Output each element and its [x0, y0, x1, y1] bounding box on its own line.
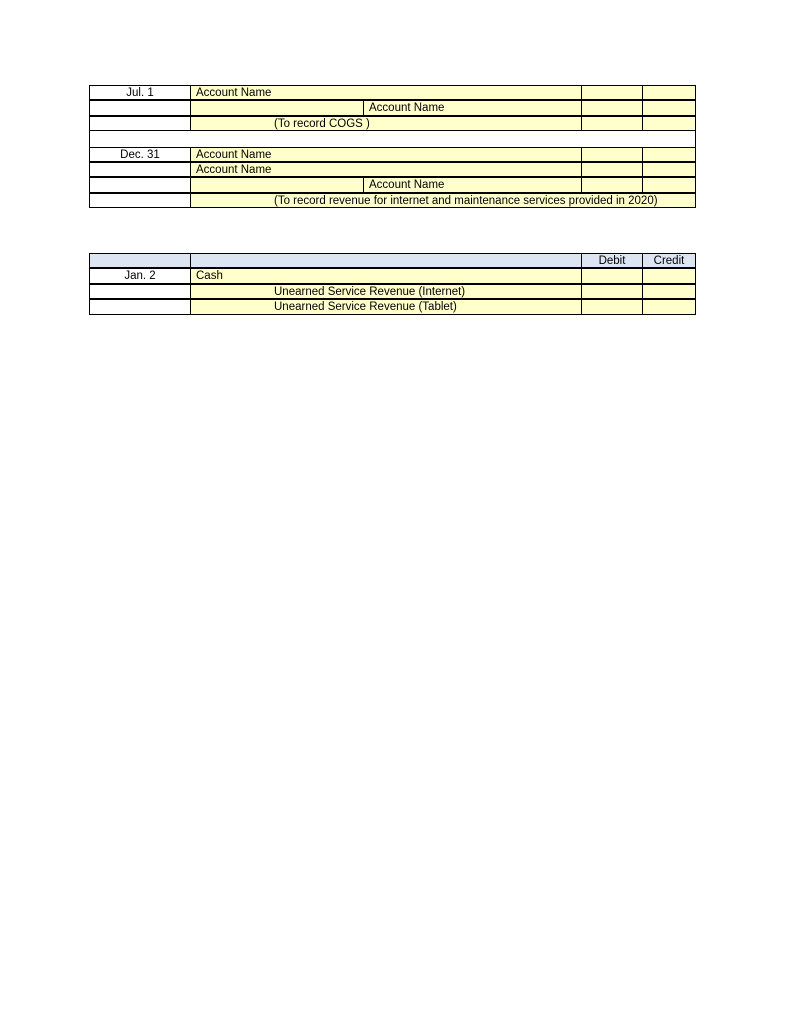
entry-date: Jan. 2	[89, 268, 191, 283]
entry-date	[89, 116, 191, 131]
memo-cell	[190, 116, 582, 131]
journal-row	[89, 147, 696, 162]
debit-amount-input[interactable]	[581, 177, 643, 192]
entry-date	[89, 100, 191, 115]
journal-row	[89, 100, 696, 115]
entry-date: Dec. 31	[89, 147, 191, 162]
header-debit: Debit	[581, 253, 643, 268]
journal-row	[89, 162, 696, 177]
journal-table-2	[89, 253, 696, 315]
credit-amount-input[interactable]	[642, 100, 696, 115]
debit-amount-input[interactable]	[581, 85, 643, 100]
account-name-input[interactable]: Account Name	[190, 85, 582, 100]
account-name-input[interactable]	[190, 299, 582, 314]
debit-amount-input[interactable]	[581, 162, 643, 177]
debit-amount-input[interactable]	[581, 100, 643, 115]
account-name-input[interactable]: Cash	[190, 268, 582, 283]
credit-amount-input[interactable]	[642, 85, 696, 100]
account-name-input[interactable]: Account Name	[363, 178, 582, 191]
credit-amount-input[interactable]	[642, 299, 696, 314]
credit-amount-input[interactable]	[642, 162, 696, 177]
account-name-input[interactable]: Account Name	[190, 147, 582, 162]
credit-amount-input[interactable]	[642, 177, 696, 192]
entry-date: Jul. 1	[89, 85, 191, 100]
entry-memo: (To record COGS )	[274, 117, 370, 130]
account-name-input[interactable]: Account Name	[190, 162, 582, 177]
debit-amount-input[interactable]	[581, 268, 643, 283]
debit-amount-input[interactable]	[581, 147, 643, 162]
account-name-input[interactable]	[190, 284, 582, 299]
entry-date	[89, 193, 191, 208]
header-credit: Credit	[642, 253, 696, 268]
account-name-text: Unearned Service Revenue (Tablet)	[274, 301, 457, 314]
account-name-text: Unearned Service Revenue (Internet)	[274, 285, 466, 298]
header-date-cell	[89, 253, 191, 268]
journal-row	[89, 116, 696, 131]
credit-amount-input[interactable]	[642, 268, 696, 283]
entry-date	[89, 177, 191, 192]
entry-memo: (To record revenue for internet and maintenance services provided in 2020)	[274, 194, 658, 207]
journal-row	[89, 284, 696, 299]
journal-row	[89, 193, 696, 208]
debit-amount-input[interactable]	[581, 299, 643, 314]
journal-row	[89, 177, 696, 192]
account-name-input[interactable]: Account Name	[363, 101, 582, 114]
account-name-cell	[190, 177, 582, 192]
credit-amount-input[interactable]	[642, 284, 696, 299]
row-spacer	[89, 131, 696, 146]
journal-row	[89, 268, 696, 283]
memo-cell	[190, 193, 696, 208]
credit-amount-input[interactable]	[642, 116, 696, 131]
table-header-row	[89, 253, 696, 268]
journal-row	[89, 299, 696, 314]
entry-date	[89, 162, 191, 177]
account-name-cell	[190, 100, 582, 115]
journal-row	[89, 85, 696, 100]
header-account-cell	[190, 253, 582, 268]
journal-table-1	[89, 85, 696, 208]
credit-amount-input[interactable]	[642, 147, 696, 162]
entry-date	[89, 284, 191, 299]
debit-amount-input[interactable]	[581, 284, 643, 299]
entry-date	[89, 299, 191, 314]
debit-amount-input[interactable]	[581, 116, 643, 131]
